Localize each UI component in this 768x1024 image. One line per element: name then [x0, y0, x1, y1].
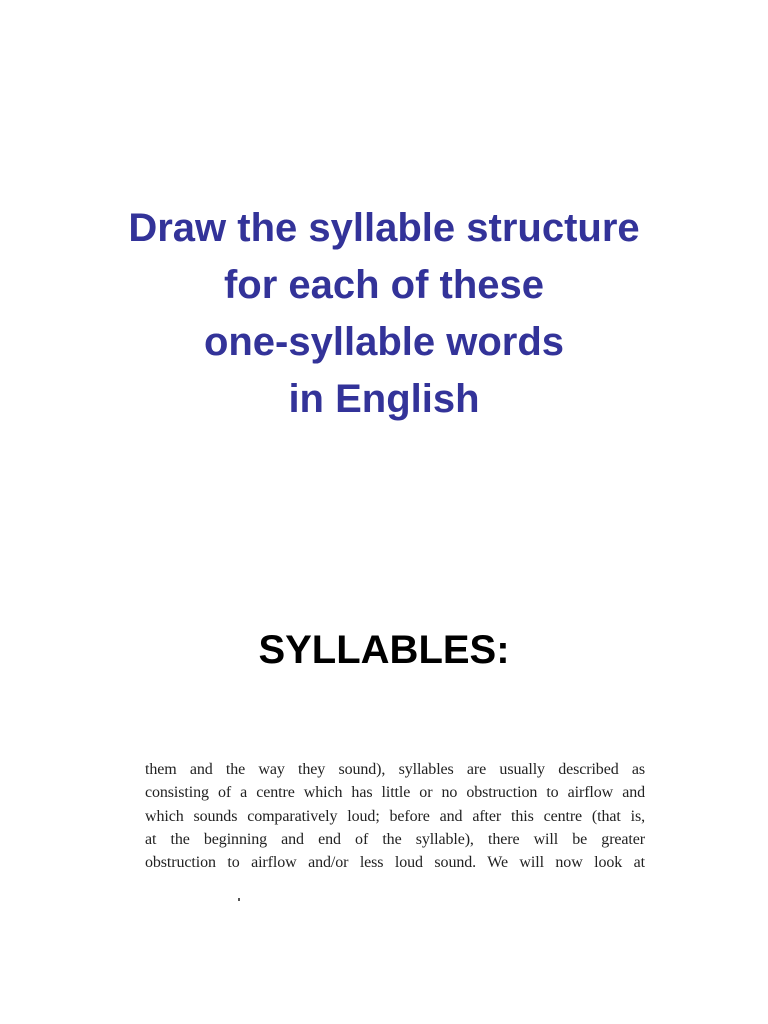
excerpt-line: consisting of a centre which has little or no obstruction to airflow and	[145, 784, 645, 802]
excerpt-line: obstruction to airflow and/or less loud sound. We will now look at	[145, 854, 645, 872]
excerpt-line: them and the way they sound), syllables are usually described as	[145, 761, 645, 778]
slide-title	[0, 200, 768, 428]
excerpt-line: which sounds comparatively loud; before and after this centre (that is,	[145, 807, 645, 825]
book-excerpt	[145, 758, 645, 874]
scan-artifact	[238, 898, 240, 901]
title-line: Draw the syllable structure	[128, 206, 640, 250]
title-line: one-syllable words	[203, 320, 565, 364]
section-heading: SYLLABLES:	[258, 628, 510, 672]
excerpt-line: at the beginning and end of the syllable), there will be greater	[145, 830, 645, 848]
title-line: in English	[288, 377, 480, 421]
title-line: for each of these	[223, 263, 545, 307]
